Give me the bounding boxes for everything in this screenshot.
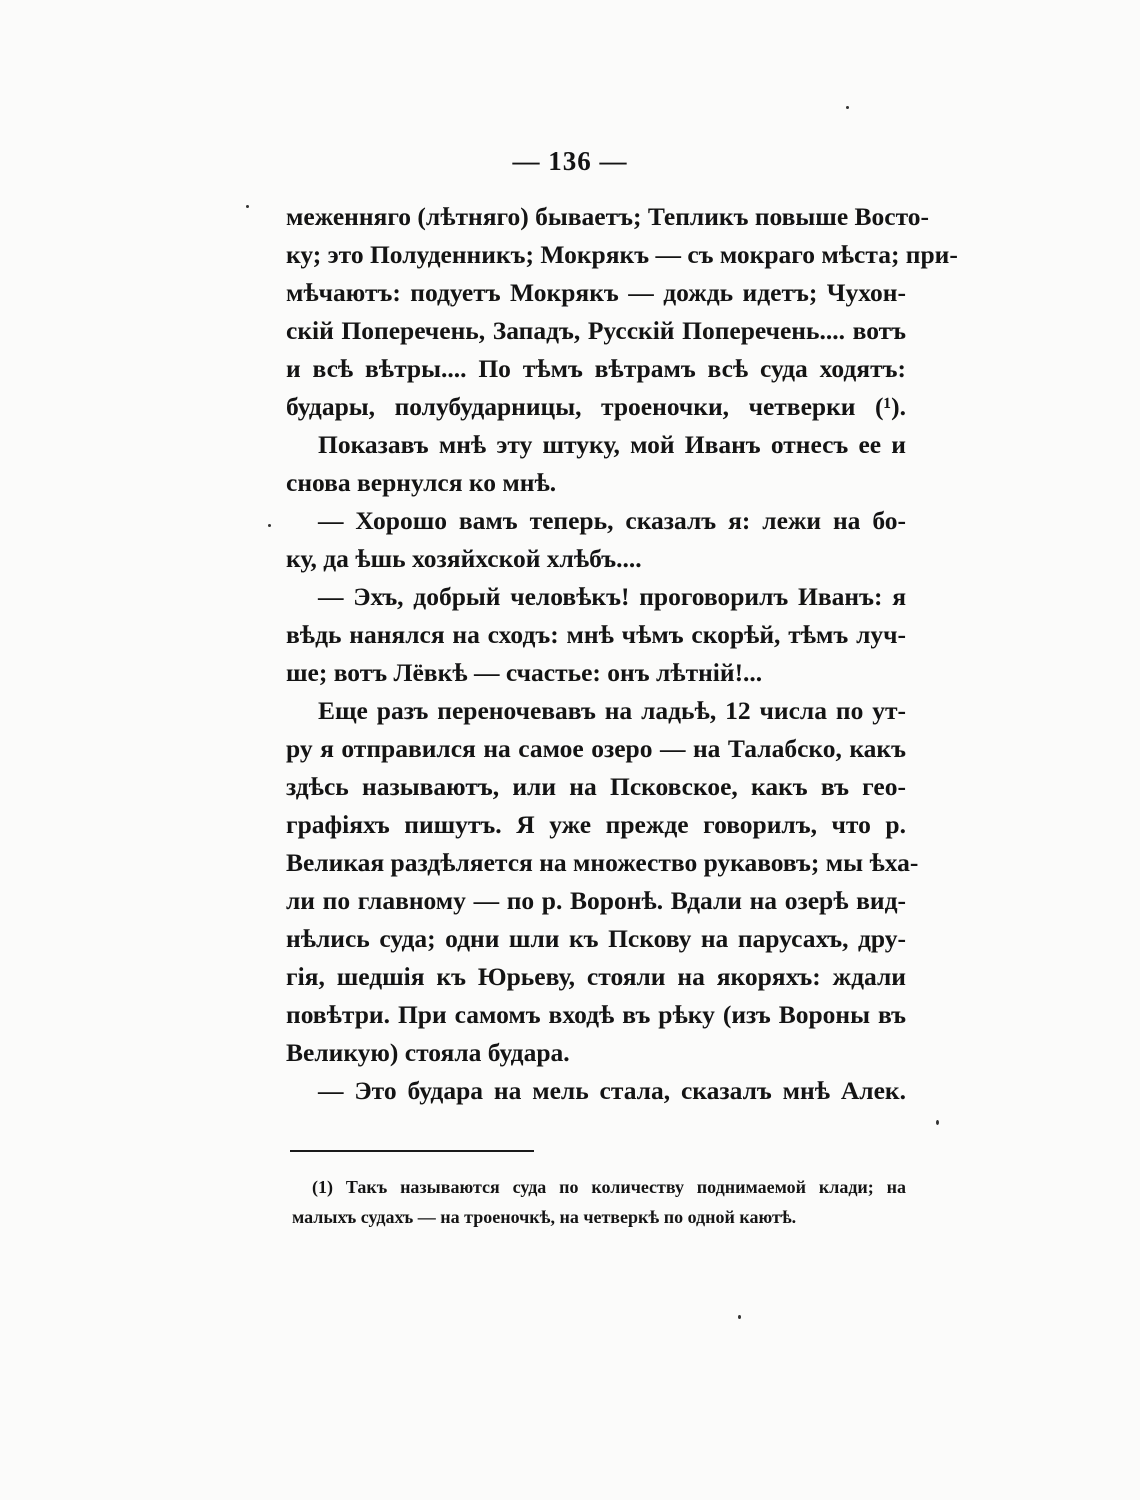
text-line: и всѣ вѣтры.... По тѣмъ вѣтрамъ всѣ суда ходятъ: <box>286 354 906 383</box>
text-line: — Эхъ, добрый человѣкъ! проговорилъ Иванъ: я <box>318 582 906 611</box>
text-line: Великую) стояла будара. <box>286 1038 570 1067</box>
body-text <box>286 198 958 1110</box>
text-line: — Это будара на мель стала, сказалъ мнѣ Алек. <box>318 1076 906 1105</box>
page-number: — 136 — <box>512 146 628 176</box>
text-line: ку; это Полуденникъ; Мокрякъ — съ мокраго мѣста; при- <box>286 240 958 269</box>
footnote-line: малыхъ судахъ — на троеночкѣ, на четверкѣ по одной каютѣ. <box>292 1207 797 1227</box>
text-line: мѣчаютъ: подуетъ Мокрякъ — дождь идетъ; Чухон- <box>286 278 906 307</box>
text-line: нѣлись суда; одни шли къ Пскову на парусахъ, дру- <box>286 924 906 953</box>
text-line: повѣтри. При самомъ входѣ въ рѣку (изъ Вороны въ <box>286 1000 906 1029</box>
text-line: меженняго (лѣтняго) бываетъ; Тепликъ повыше Восто- <box>286 202 930 231</box>
text-line: графіяхъ пишутъ. Я уже прежде говорилъ, что р. <box>286 810 906 839</box>
footnote <box>292 1172 906 1232</box>
text-line: ру я отправился на самое озеро — на Талабско, какъ <box>286 734 906 763</box>
text-line: ше; вотъ Лёвкѣ — счастье: онъ лѣтній!... <box>286 658 763 687</box>
scan-speck <box>268 524 271 527</box>
text-line: гія, шедшія къ Юрьеву, стояли на якоряхъ: ждали <box>286 962 906 991</box>
text-line: здѣсь называютъ, или на Псковское, какъ въ гео- <box>286 772 906 801</box>
text-line: ли по главному — по р. Воронѣ. Вдали на озерѣ вид- <box>286 886 906 915</box>
text-line: скій Поперечень, Западъ, Русскій Поперечень.... вотъ <box>286 316 906 345</box>
text-line: Показавъ мнѣ эту штуку, мой Иванъ отнесъ ее и <box>318 430 906 459</box>
footnote-divider <box>290 1150 534 1152</box>
scan-speck <box>846 106 849 109</box>
scan-speck <box>936 1120 939 1125</box>
text-line: будары, полубударницы, троеночки, четверки (¹). <box>286 392 906 421</box>
scan-speck <box>738 1315 741 1319</box>
text-line: — Хорошо вамъ теперь, сказалъ я: лежи на бо- <box>318 506 906 535</box>
footnote-line: (1) Такъ называются суда по количеству поднимаемой клади; на <box>312 1177 906 1197</box>
text-line: снова вернулся ко мнѣ. <box>286 468 557 497</box>
text-line: ку, да ѣшь хозяйхской хлѣбъ.... <box>286 544 642 573</box>
text-line: Еще разъ переночевавъ на ладьѣ, 12 числа по ут- <box>318 696 906 725</box>
text-line: Великая раздѣляется на множество рукавовъ; мы ѣха- <box>286 848 919 877</box>
text-line: вѣдь нанялся на сходъ: мнѣ чѣмъ скорѣй, тѣмъ луч- <box>286 620 906 649</box>
scan-speck <box>246 205 249 208</box>
